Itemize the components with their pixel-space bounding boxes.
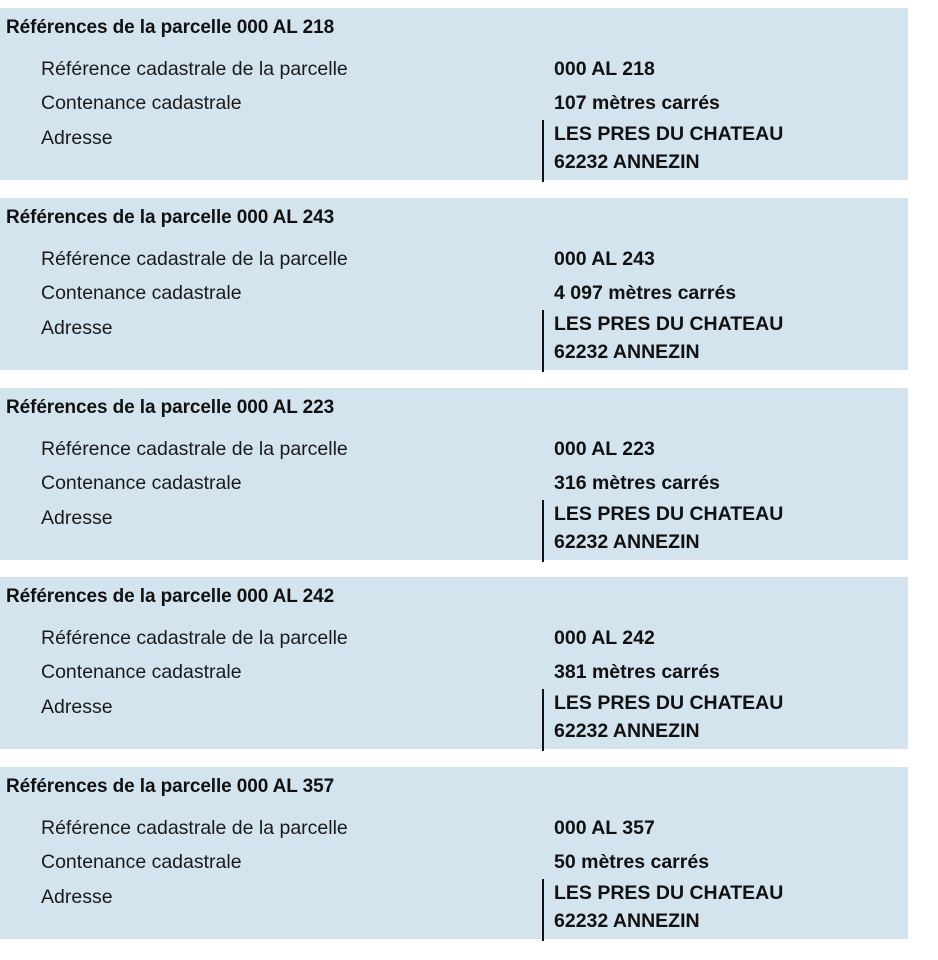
- address-label: Adresse: [41, 317, 113, 339]
- address-line-1: LES PRES DU CHATEAU: [554, 882, 784, 904]
- parcel-block-357: [0, 767, 908, 939]
- address-line-1: LES PRES DU CHATEAU: [554, 123, 784, 145]
- area-value: 316 mètres carrés: [554, 472, 720, 494]
- parcel-title: Références de la parcelle 000 AL 223: [6, 397, 335, 418]
- parcel-block-242: [0, 577, 908, 749]
- address-line-2: 62232 ANNEZIN: [554, 341, 700, 363]
- reference-value: 000 AL 218: [554, 58, 655, 80]
- area-value: 4 097 mètres carrés: [554, 282, 737, 304]
- parcel-title: Références de la parcelle 000 AL 243: [6, 207, 335, 228]
- reference-label: Référence cadastrale de la parcelle: [41, 438, 348, 460]
- area-label: Contenance cadastrale: [41, 282, 242, 304]
- parcel-block-243: [0, 198, 908, 370]
- address-label: Adresse: [41, 886, 113, 908]
- address-label: Adresse: [41, 127, 113, 149]
- address-block: [542, 500, 783, 562]
- reference-label: Référence cadastrale de la parcelle: [41, 248, 348, 270]
- parcel-title: Références de la parcelle 000 AL 357: [6, 776, 335, 797]
- area-label: Contenance cadastrale: [41, 92, 242, 114]
- address-block: [542, 310, 783, 372]
- address-line-1: LES PRES DU CHATEAU: [554, 692, 784, 714]
- address-line-2: 62232 ANNEZIN: [554, 531, 700, 553]
- address-label: Adresse: [41, 696, 113, 718]
- address-line-1: LES PRES DU CHATEAU: [554, 503, 784, 525]
- area-value: 50 mètres carrés: [554, 851, 710, 873]
- parcel-title: Références de la parcelle 000 AL 218: [6, 17, 335, 38]
- reference-label: Référence cadastrale de la parcelle: [41, 627, 348, 649]
- address-block: [542, 120, 783, 182]
- address-block: [542, 689, 783, 751]
- area-value: 381 mètres carrés: [554, 661, 720, 683]
- parcel-block-218: [0, 8, 908, 180]
- parcel-block-223: [0, 388, 908, 560]
- reference-label: Référence cadastrale de la parcelle: [41, 817, 348, 839]
- reference-label: Référence cadastrale de la parcelle: [41, 58, 348, 80]
- reference-value: 000 AL 357: [554, 817, 655, 839]
- area-label: Contenance cadastrale: [41, 661, 242, 683]
- reference-value: 000 AL 243: [554, 248, 655, 270]
- address-line-2: 62232 ANNEZIN: [554, 720, 700, 742]
- reference-value: 000 AL 242: [554, 627, 655, 649]
- area-label: Contenance cadastrale: [41, 472, 242, 494]
- address-block: [542, 879, 783, 941]
- address-line-2: 62232 ANNEZIN: [554, 910, 700, 932]
- parcel-title: Références de la parcelle 000 AL 242: [6, 586, 335, 607]
- address-label: Adresse: [41, 507, 113, 529]
- address-line-2: 62232 ANNEZIN: [554, 151, 700, 173]
- area-label: Contenance cadastrale: [41, 851, 242, 873]
- area-value: 107 mètres carrés: [554, 92, 720, 114]
- address-line-1: LES PRES DU CHATEAU: [554, 313, 784, 335]
- reference-value: 000 AL 223: [554, 438, 655, 460]
